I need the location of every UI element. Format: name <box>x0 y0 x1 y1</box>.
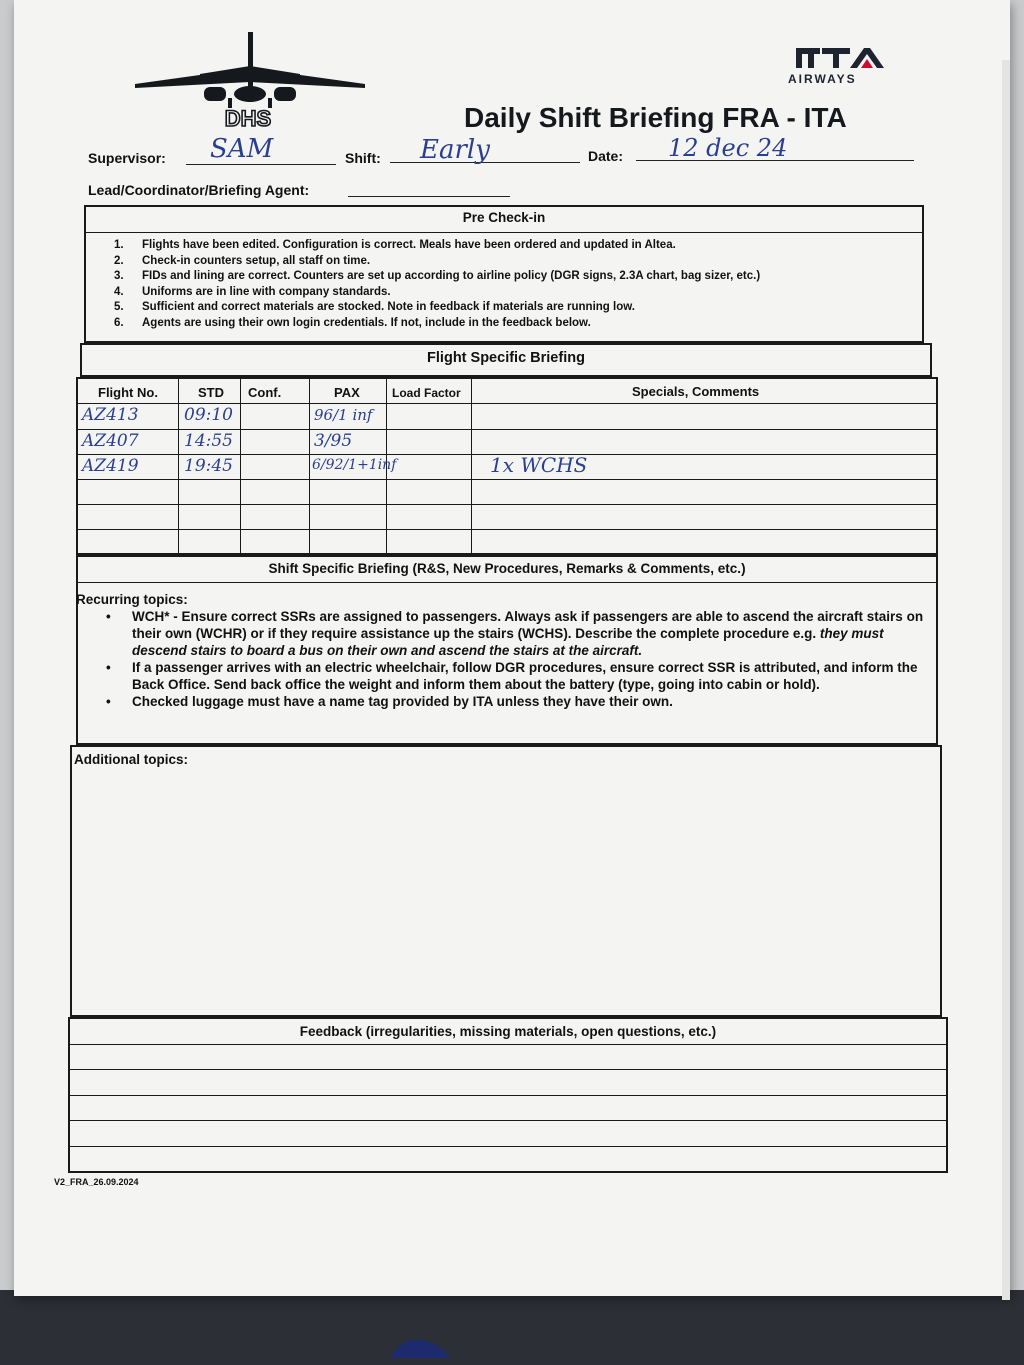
col-divider <box>471 377 472 555</box>
row3-std[interactable]: 19:45 <box>184 456 233 476</box>
col-pax: PAX <box>334 385 360 400</box>
flight-briefing-title: Flight Specific Briefing <box>427 350 585 366</box>
additional-topics-box <box>70 745 942 1017</box>
version-footer: V2_FRA_26.09.2024 <box>54 1177 139 1187</box>
supervisor-line <box>186 164 336 165</box>
row1-pax[interactable]: 96/1 inf <box>314 406 373 424</box>
feedback-line <box>68 1120 948 1121</box>
topic-bullet: • WCH* - Ensure correct SSRs are assigned to passengers. Always ask if passengers are able to ascend the aircraft stairs on their own (WCHR) or if they require assistance up the stairs (WCHS). Describe the complete procedure e.g. they must descend stairs to board a bus on their own and ascend the stairs at the aircraft. <box>106 609 924 658</box>
row2-flight[interactable]: AZ407 <box>82 431 139 451</box>
recurring-topics-label: Recurring topics: <box>76 592 188 607</box>
row2-pax[interactable]: 3/95 <box>314 431 353 451</box>
col-divider <box>178 377 179 555</box>
feedback-line <box>68 1044 948 1045</box>
row3-pax[interactable]: 6/92/1+1inf <box>312 457 397 473</box>
desk-object <box>380 1318 460 1358</box>
shift-value[interactable]: Early <box>420 135 490 165</box>
topic-bullet: • If a passenger arrives with an electric wheelchair, follow DGR procedures, ensure correct SSR is attributed, and inform the Back Office. Send back office the weight and inform them about the battery (type, going into cabin or hold). <box>106 660 918 692</box>
col-load-factor: Load Factor <box>392 386 461 400</box>
document-title: Daily Shift Briefing FRA - ITA <box>464 102 847 133</box>
lead-label: Lead/Coordinator/Briefing Agent: <box>88 182 310 198</box>
precheckin-title: Pre Check-in <box>462 210 546 225</box>
precheckin-item: 3. FIDs and lining are correct. Counters are set up according to airline policy (DGR signs, 2.3A chart, bag sizer, etc.) <box>114 270 761 282</box>
row1-flight[interactable]: AZ413 <box>82 405 139 425</box>
row-divider <box>76 403 938 404</box>
feedback-title: Feedback (irregularities, missing materials, open questions, etc.) <box>299 1024 717 1039</box>
row3-comments[interactable]: 1x WCHS <box>490 453 588 477</box>
ita-airways-subtitle: AIRWAYS <box>788 72 857 86</box>
precheckin-list <box>114 238 914 331</box>
row2-std[interactable]: 14:55 <box>184 431 233 451</box>
recurring-topics <box>76 591 934 710</box>
precheckin-item: 4. Uniforms are in line with company standards. <box>114 285 391 298</box>
precheckin-header-divider <box>84 232 924 233</box>
feedback-line <box>68 1069 948 1070</box>
row-divider <box>76 504 938 505</box>
precheckin-item: 1. Flights have been edited. Configuration is correct. Meals have been ordered and updated in Altea. <box>114 239 676 251</box>
date-value[interactable]: 12 dec 24 <box>668 134 788 162</box>
topic-bullet: • Checked luggage must have a name tag provided by ITA unless they have their own. <box>106 694 673 709</box>
col-specials-comments: Specials, Comments <box>632 384 760 399</box>
precheckin-item: 6. Agents are using their own login credentials. If not, include in the feedback below. <box>114 316 591 329</box>
precheckin-item: 2. Check-in counters setup, all staff on time. <box>114 254 371 267</box>
row-divider <box>76 479 938 480</box>
shift-briefing-title: Shift Specific Briefing (R&S, New Procedures, Remarks & Comments, etc.) <box>268 561 746 576</box>
shift-briefing-header-divider <box>76 582 938 583</box>
supervisor-label: Supervisor: <box>88 150 166 166</box>
feedback-line <box>68 1146 948 1147</box>
col-conf: Conf. <box>248 385 282 400</box>
col-divider <box>240 377 241 555</box>
engine-left <box>204 87 226 101</box>
shift-label: Shift: <box>345 150 381 166</box>
lead-line <box>348 196 510 197</box>
feedback-line <box>68 1095 948 1096</box>
col-divider <box>309 377 310 555</box>
dhs-airplane-logo <box>120 30 370 130</box>
engine-right <box>274 87 296 101</box>
row1-std[interactable]: 09:10 <box>184 405 233 425</box>
additional-topics-label: Additional topics: <box>74 752 188 767</box>
supervisor-value[interactable]: SAM <box>210 134 274 164</box>
row-divider <box>76 529 938 530</box>
sheet-edge <box>1002 60 1010 1300</box>
col-flight-no: Flight No. <box>98 385 158 400</box>
plane-nose <box>234 86 266 102</box>
row3-flight[interactable]: AZ419 <box>82 456 139 476</box>
precheckin-item: 5. Sufficient and correct materials are stocked. Note in feedback if materials are running low. <box>114 301 635 313</box>
date-label: Date: <box>588 148 624 164</box>
dhs-logo-text: DHS <box>224 106 272 130</box>
row-divider <box>76 429 938 430</box>
col-std: STD <box>198 385 224 400</box>
